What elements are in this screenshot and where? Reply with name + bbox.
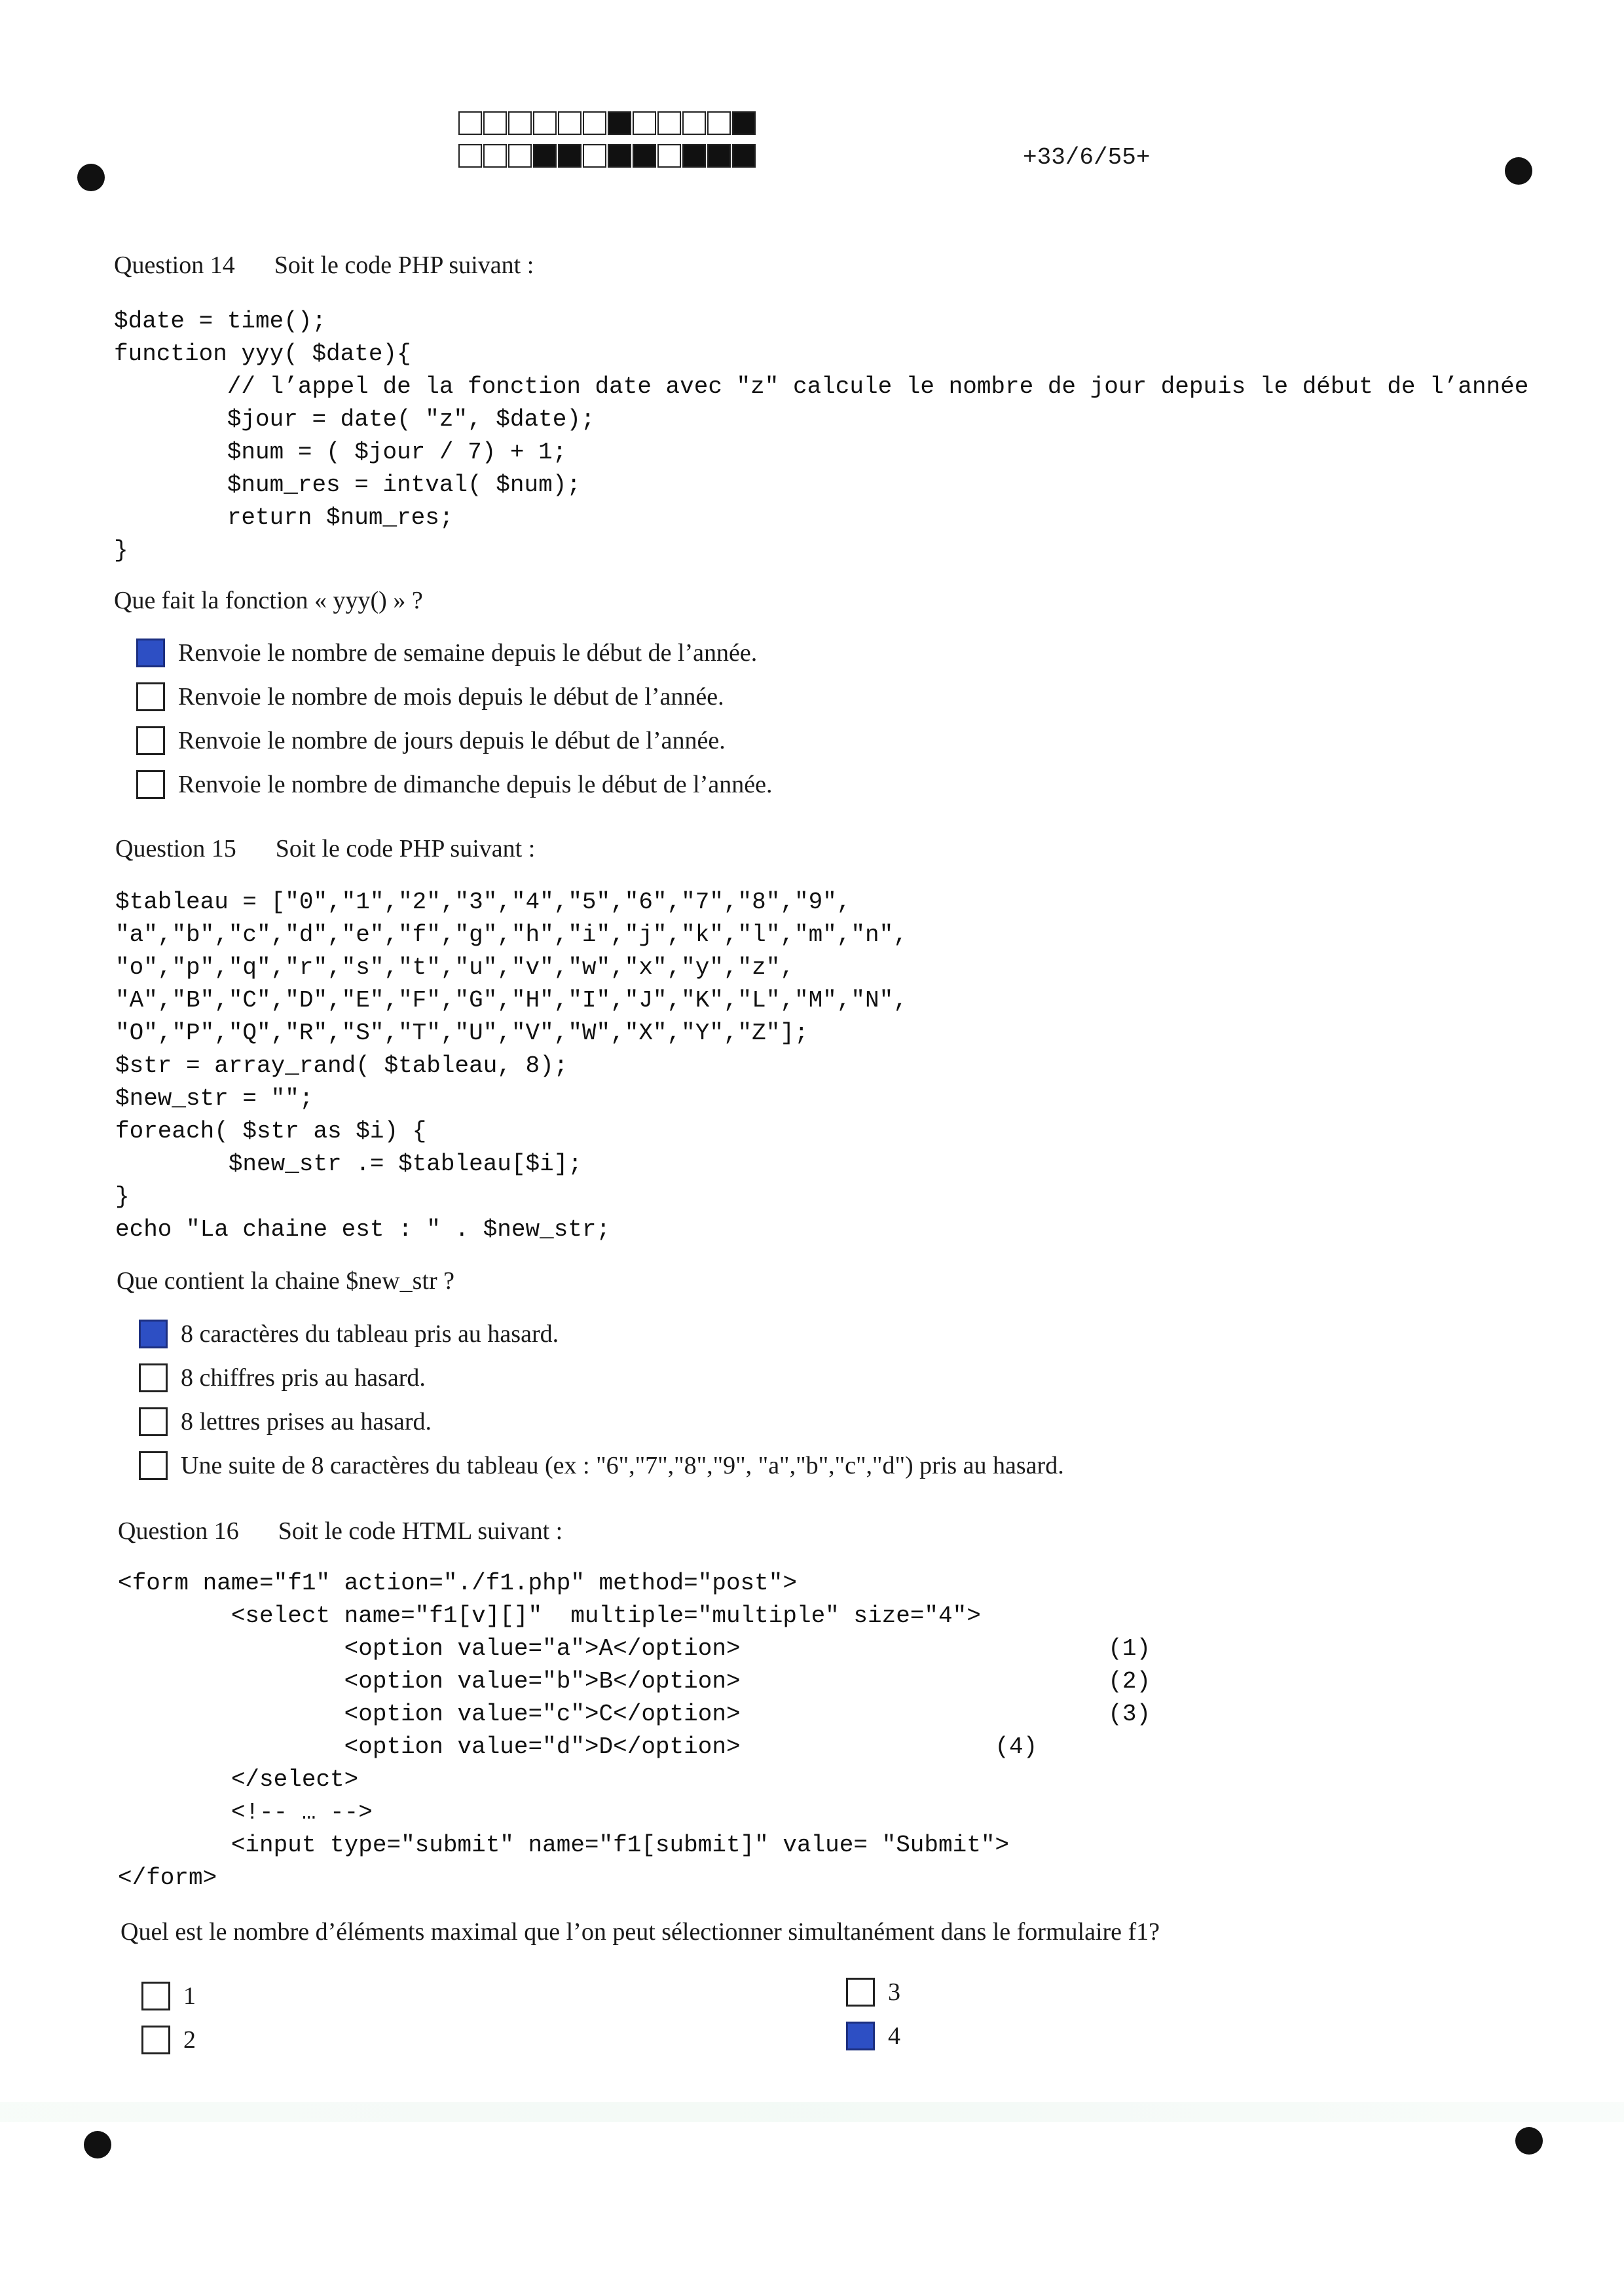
registration-mark-bottom-right	[1515, 2127, 1543, 2155]
question-16-answer-4[interactable]	[846, 2022, 900, 2050]
barcode-cell	[558, 144, 581, 168]
answer-checkbox[interactable]	[139, 1363, 168, 1392]
scan-artifact	[0, 2102, 1624, 2122]
answer-checkbox[interactable]	[846, 1978, 875, 2007]
barcode-cell	[583, 111, 606, 135]
answer-label: 8 caractères du tableau pris au hasard.	[181, 1320, 559, 1348]
question-14-answer-4[interactable]	[136, 770, 772, 799]
question-15-answer-4[interactable]	[139, 1451, 1064, 1480]
question-16-answer-3[interactable]	[846, 1978, 900, 2007]
barcode-cell	[633, 111, 656, 135]
answer-checkbox[interactable]	[136, 726, 165, 755]
page-id-barcode-row-2	[458, 144, 757, 168]
question-14-header	[114, 251, 534, 280]
answer-checkbox[interactable]	[136, 639, 165, 667]
page-id-barcode-row-1	[458, 111, 757, 135]
barcode-cell	[583, 144, 606, 168]
answer-checkbox[interactable]	[139, 1451, 168, 1480]
question-15-prompt: Que contient la chaine $new_str ?	[117, 1267, 454, 1295]
barcode-cell	[508, 111, 532, 135]
question-14-answer-2[interactable]	[136, 682, 724, 711]
barcode-cell	[707, 144, 731, 168]
barcode-cell	[732, 111, 756, 135]
registration-mark-bottom-left	[84, 2131, 111, 2158]
barcode-cell	[458, 144, 482, 168]
barcode-cell	[682, 144, 706, 168]
barcode-cell	[707, 111, 731, 135]
barcode-cell	[558, 111, 581, 135]
question-15-code: $tableau = ["0","1","2","3","4","5","6","7","8","9", "a","b","c","d","e","f","g","h","i","j","k","l","m","n", "o","p","q","r","s","t","u","v","w","x","y","z", "A","B","C","D","E","F","G","H","I","J","K","L","M","N", "O","P","Q","R","S","T","U","V","W","X","Y","Z"]; $str = array_rand( $tableau, 8); $new_str = ""; foreach( $str as $i) { $new_str .= $tableau[$i]; } echo "La chaine est : " . $new_str;	[115, 889, 908, 1243]
answer-label: 8 lettres prises au hasard.	[181, 1408, 432, 1435]
answer-label: Une suite de 8 caractères du tableau (ex : "6","7","8","9", "a","b","c","d") pris au hasard.	[181, 1452, 1064, 1479]
answer-label: Renvoie le nombre de dimanche depuis le début de l’année.	[178, 771, 773, 798]
barcode-cell	[732, 144, 756, 168]
answer-checkbox[interactable]	[139, 1320, 168, 1348]
answer-label: 8 chiffres pris au hasard.	[181, 1364, 426, 1392]
question-intro: Soit le code PHP suivant :	[275, 835, 536, 862]
answer-checkbox[interactable]	[846, 2022, 875, 2050]
answer-checkbox[interactable]	[136, 770, 165, 799]
question-15-answer-3[interactable]	[139, 1407, 432, 1436]
answer-label: 1	[183, 1982, 196, 2010]
barcode-cell	[508, 144, 532, 168]
answer-checkbox[interactable]	[141, 2026, 170, 2054]
barcode-cell	[633, 144, 656, 168]
barcode-cell	[657, 111, 681, 135]
answer-label: Renvoie le nombre de mois depuis le début de l’année.	[178, 683, 724, 711]
question-14-answer-1[interactable]	[136, 639, 757, 667]
barcode-cell	[458, 111, 482, 135]
answer-checkbox[interactable]	[136, 682, 165, 711]
barcode-cell	[483, 111, 507, 135]
question-intro: Soit le code PHP suivant :	[274, 251, 534, 279]
barcode-cell	[682, 111, 706, 135]
question-14-prompt: Que fait la fonction « yyy() » ?	[114, 587, 423, 614]
answer-label: Renvoie le nombre de semaine depuis le début de l’année.	[178, 639, 758, 667]
question-16-header	[118, 1517, 563, 1546]
question-intro: Soit le code HTML suivant :	[278, 1517, 563, 1545]
barcode-cell	[533, 144, 557, 168]
answer-label: 2	[183, 2026, 196, 2054]
answer-checkbox[interactable]	[139, 1407, 168, 1436]
question-number: Question 16	[118, 1517, 239, 1545]
question-16-answer-2[interactable]	[141, 2026, 196, 2054]
answer-label: 4	[888, 2022, 900, 2050]
barcode-cell	[608, 144, 631, 168]
question-15-answer-1[interactable]	[139, 1320, 559, 1348]
question-14-answer-3[interactable]	[136, 726, 726, 755]
barcode-cell	[533, 111, 557, 135]
question-16-code: <form name="f1" action="./f1.php" method="post"> <select name="f1[v][]" multiple="multiple" size="4"> <option value="a">A</option> (1) <option value="b">B</option> (2) <option value="c">C</option> (3) <option value="d">D</option> (4) </select> <!-- … --> <input type="submit" name="f1[submit]" value= "Submit"> </form>	[118, 1570, 1151, 1891]
registration-mark-top-right	[1505, 157, 1532, 185]
question-15-answer-2[interactable]	[139, 1363, 426, 1392]
answer-label: Renvoie le nombre de jours depuis le début de l’année.	[178, 727, 726, 754]
barcode-cell	[608, 111, 631, 135]
barcode-cell	[483, 144, 507, 168]
answer-label: 3	[888, 1978, 900, 2006]
question-16-prompt: Quel est le nombre d’éléments maximal que l’on peut sélectionner simultanément dans le formulaire f1?	[120, 1918, 1160, 1946]
question-15-header	[115, 834, 535, 863]
question-14-code: $date = time(); function yyy( $date){ // l’appel de la fonction date avec "z" calcule le nombre de jour depuis le début de l’année $jour = date( "z", $date); $num = ( $jour / 7) + 1; $num_res = intval( $num); return $num_res; }	[114, 308, 1529, 564]
question-number: Question 14	[114, 251, 235, 279]
barcode-cell	[657, 144, 681, 168]
answer-checkbox[interactable]	[141, 1982, 170, 2010]
question-16-answer-1[interactable]	[141, 1982, 196, 2010]
registration-mark-top-left	[77, 164, 105, 191]
question-number: Question 15	[115, 835, 236, 862]
page-code: +33/6/55+	[1023, 144, 1151, 171]
